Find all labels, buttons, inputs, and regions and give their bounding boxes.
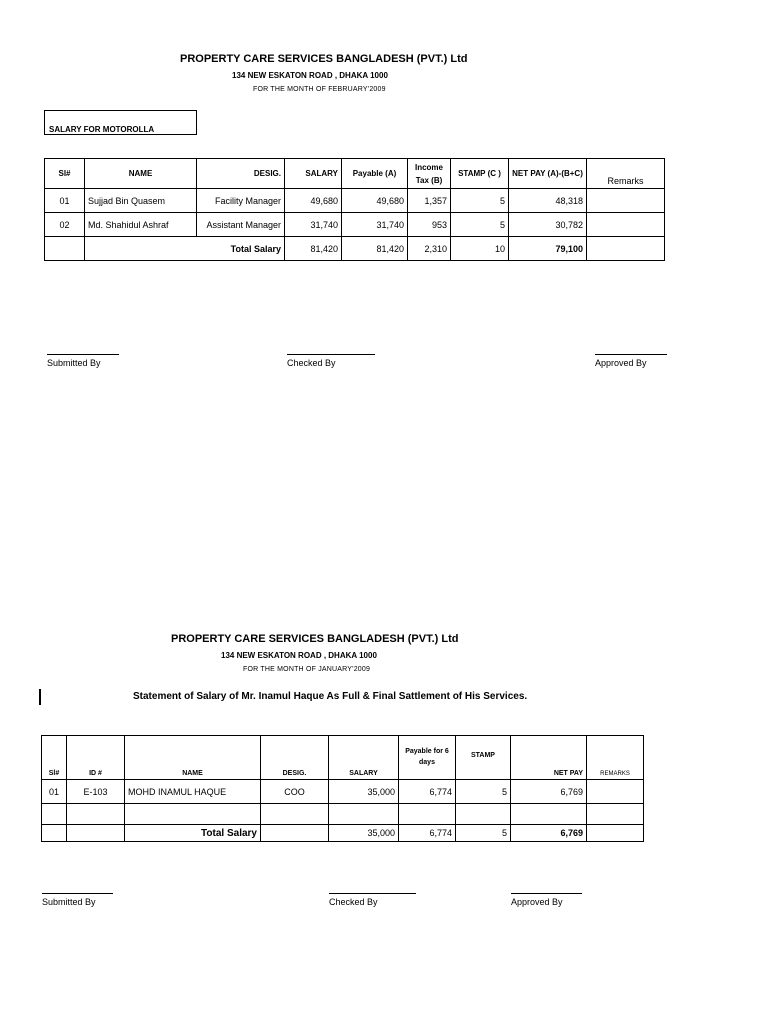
- row-stamp: 5: [451, 213, 509, 237]
- table-row: [45, 189, 665, 213]
- checked-by-label: Checked By: [287, 358, 336, 368]
- table-row: [42, 780, 644, 804]
- submitted-signature-line: [42, 893, 113, 894]
- empty-cell: [42, 804, 67, 825]
- row-sl: 02: [45, 213, 85, 237]
- checked-signature-line: [287, 354, 375, 355]
- table-header-row: [42, 736, 644, 780]
- col-net-pay: NET PAY (A)-(B+C): [509, 159, 587, 189]
- col-stamp: STAMP (C ): [451, 159, 509, 189]
- total-net-pay: 79,100: [509, 237, 587, 261]
- col-net-pay: NET PAY: [511, 736, 587, 780]
- total-empty-cell: [42, 825, 67, 842]
- total-stamp: 5: [456, 825, 511, 842]
- total-tax: 2,310: [408, 237, 451, 261]
- col-payable: Payable (A): [342, 159, 408, 189]
- table-row: [42, 804, 644, 825]
- col-name: NAME: [85, 159, 197, 189]
- row-salary: 49,680: [285, 189, 342, 213]
- col-remarks: REMARKS: [587, 736, 644, 780]
- total-remarks: [587, 825, 644, 842]
- row-salary: 35,000: [329, 780, 399, 804]
- total-empty-cell: [67, 825, 125, 842]
- text-cursor: [39, 689, 41, 705]
- row-name: MOHD INAMUL HAQUE: [125, 780, 261, 804]
- salary-group-label: [44, 110, 197, 135]
- total-empty-cell: [261, 825, 329, 842]
- col-desig: DESIG.: [197, 159, 285, 189]
- company-address: 134 NEW ESKATON ROAD , DHAKA 1000: [232, 71, 388, 80]
- approved-by-label: Approved By: [595, 358, 647, 368]
- total-row: [45, 237, 665, 261]
- col-sl: Sl#: [45, 159, 85, 189]
- submitted-signature-line: [47, 354, 119, 355]
- total-empty-cell: [45, 237, 85, 261]
- empty-cell: [587, 804, 644, 825]
- total-label: Total Salary: [125, 825, 261, 842]
- empty-cell: [399, 804, 456, 825]
- total-salary: 35,000: [329, 825, 399, 842]
- total-label: Total Salary: [85, 237, 285, 261]
- approved-signature-line: [595, 354, 667, 355]
- row-payable: 49,680: [342, 189, 408, 213]
- settlement-table: [41, 735, 644, 842]
- row-remarks: [587, 213, 665, 237]
- empty-cell: [329, 804, 399, 825]
- row-net-pay: 6,769: [511, 780, 587, 804]
- statement-title: Statement of Salary of Mr. Inamul Haque As Full & Final Sattlement of His Services.: [133, 691, 528, 702]
- salary-table: [44, 158, 665, 261]
- approved-signature-line: [511, 893, 582, 894]
- company-name: PROPERTY CARE SERVICES BANGLADESH (PVT.) Ltd: [180, 53, 468, 65]
- approved-by-label: Approved By: [511, 897, 563, 907]
- col-payable: Payable for 6 days: [399, 736, 456, 780]
- col-income-tax: Income Tax (B): [408, 159, 451, 189]
- table-row: [45, 213, 665, 237]
- col-name: NAME: [125, 736, 261, 780]
- row-stamp: 5: [456, 780, 511, 804]
- month-label: FOR THE MONTH OF FEBRUARY'2009: [253, 86, 386, 93]
- row-net-pay: 48,318: [509, 189, 587, 213]
- row-tax: 953: [408, 213, 451, 237]
- row-tax: 1,357: [408, 189, 451, 213]
- row-id: E-103: [67, 780, 125, 804]
- total-salary: 81,420: [285, 237, 342, 261]
- total-row: [42, 825, 644, 842]
- col-salary: SALARY: [329, 736, 399, 780]
- col-remarks: Remarks: [587, 159, 665, 189]
- total-stamp: 10: [451, 237, 509, 261]
- submitted-by-label: Submitted By: [42, 897, 96, 907]
- row-name: Sujjad Bin Quasem: [85, 189, 197, 213]
- submitted-by-label: Submitted By: [47, 358, 101, 368]
- row-remarks: [587, 780, 644, 804]
- row-desig: Facility Manager: [197, 189, 285, 213]
- row-stamp: 5: [451, 189, 509, 213]
- col-desig: DESIG.: [261, 736, 329, 780]
- company-name: PROPERTY CARE SERVICES BANGLADESH (PVT.) Ltd: [171, 633, 459, 645]
- row-sl: 01: [45, 189, 85, 213]
- empty-cell: [456, 804, 511, 825]
- row-sl: 01: [42, 780, 67, 804]
- total-payable: 81,420: [342, 237, 408, 261]
- row-salary: 31,740: [285, 213, 342, 237]
- empty-cell: [125, 804, 261, 825]
- row-desig: Assistant Manager: [197, 213, 285, 237]
- table-header-row: [45, 159, 665, 189]
- month-label: FOR THE MONTH OF JANUARY'2009: [243, 666, 371, 673]
- checked-signature-line: [329, 893, 416, 894]
- total-remarks: [587, 237, 665, 261]
- col-stamp: STAMP: [456, 736, 511, 780]
- empty-cell: [67, 804, 125, 825]
- company-address: 134 NEW ESKATON ROAD , DHAKA 1000: [221, 651, 377, 660]
- total-net-pay: 6,769: [511, 825, 587, 842]
- col-sl: Sl#: [42, 736, 67, 780]
- total-payable: 6,774: [399, 825, 456, 842]
- row-desig: COO: [261, 780, 329, 804]
- row-net-pay: 30,782: [509, 213, 587, 237]
- col-salary: SALARY: [285, 159, 342, 189]
- col-id: ID #: [67, 736, 125, 780]
- row-name: Md. Shahidul Ashraf: [85, 213, 197, 237]
- empty-cell: [511, 804, 587, 825]
- row-remarks: [587, 189, 665, 213]
- salary-group-text: SALARY FOR MOTOROLLA: [49, 125, 155, 134]
- row-payable: 31,740: [342, 213, 408, 237]
- checked-by-label: Checked By: [329, 897, 378, 907]
- empty-cell: [261, 804, 329, 825]
- row-payable: 6,774: [399, 780, 456, 804]
